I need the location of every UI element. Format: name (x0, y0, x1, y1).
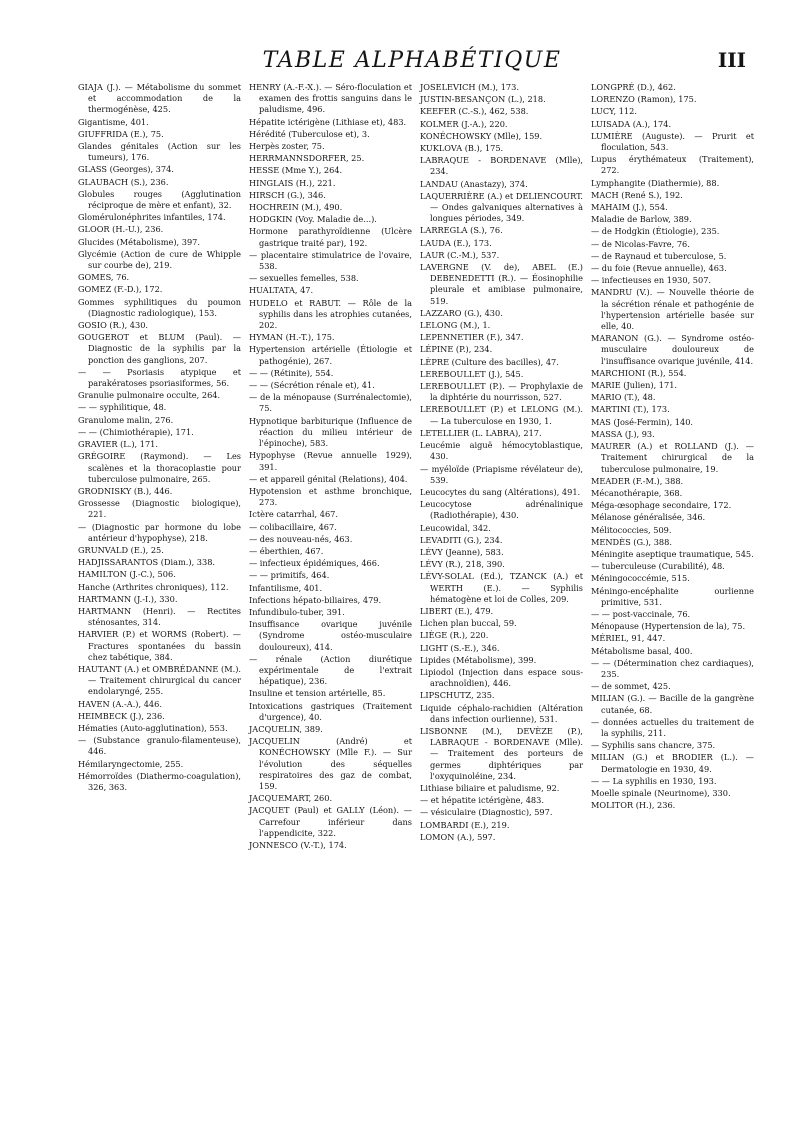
index-entry: — (Diagnostic par hormone du lobe antérieur d'hypophyse), 218. (78, 521, 241, 543)
index-entry: — sexuelles femelles, 538. (249, 273, 359, 284)
index-entry: HAUTANT (A.) et OMBRÉDANNE (M.). — Traitement chirurgical du cancer endolaryngé, 255. (78, 663, 241, 697)
index-entry: Lipiodol (Injection dans espace sous-arachnoïdien), 446. (420, 666, 583, 689)
index-entry: Herpès zoster, 75. (249, 141, 325, 152)
index-entry: Infundibulo-tuber, 391. (249, 606, 345, 617)
index-entry: JACQUEMART, 260. (249, 793, 333, 804)
index-entry: Granulie pulmonaire occulte, 264. (78, 390, 221, 401)
index-entry: — Syphilis sans chancre, 375. (591, 740, 716, 751)
index-columns (78, 82, 754, 852)
index-entry: GRÉGOIRE (Raymond). — Les scalènes et la thoracoplastie pour tuberculose pulmonaire, 265. (78, 451, 241, 484)
index-entry: — colibacillaire, 467. (249, 521, 337, 532)
index-entry: Grossesse (Diagnostic biologique), 221. (78, 498, 241, 520)
index-entry: KUKLOVA (B.), 175. (420, 143, 504, 154)
index-entry: LEREBOULLET (J.), 545. (420, 368, 524, 379)
index-column-1 (78, 82, 241, 852)
index-entry: HERRMANNSDORFER, 25. (249, 153, 365, 164)
index-entry: Méningococcémie, 515. (591, 573, 690, 584)
index-entry: LETELLIER (L. LABRA), 217. (420, 427, 542, 438)
index-entry: LÉPINE (P.), 234. (420, 344, 493, 355)
index-entry: LÉVY (Jeanne), 583. (420, 546, 504, 557)
index-entry: — — (Chimiothérapie), 171. (78, 426, 194, 437)
index-entry: — de Hodgkin (Étiologie), 235. (591, 226, 720, 237)
index-entry: LEREBOULLET (P.) et LELONG (M.). — La tuberculose en 1930, 1. (420, 404, 583, 426)
index-entry: — — Psoriasis atypique et parakératoses psoriasiformes, 56. (78, 366, 241, 389)
index-entry: KEEFER (C.-S.), 462, 538. (420, 106, 529, 117)
index-entry: JACQUELIN, 389. (249, 723, 323, 734)
index-entry: LEVADITI (G.), 234. (420, 534, 503, 545)
index-entry: HADJISSARANTOS (Diam.), 338. (78, 557, 216, 568)
index-entry: Hormone parathyroïdienne (Ulcère gastrique traité par), 192. (249, 226, 412, 248)
index-entry: HAVEN (A.-A.), 446. (78, 698, 162, 709)
index-entry: — rénale (Action diurétique expérimentale de l'extrait hépatique), 236. (249, 653, 412, 687)
index-entry: — tuberculeuse (Curabilité), 48. (591, 561, 725, 572)
index-entry: Infantilisme, 401. (249, 582, 323, 593)
index-entry: — — post-vaccinale, 76. (591, 608, 691, 619)
index-entry: HAMILTON (J.-C.), 506. (78, 569, 176, 580)
index-entry: — — syphilitique, 48. (78, 402, 167, 413)
index-entry: Infections hépato-biliaires, 479. (249, 594, 382, 605)
index-entry: LARREGLA (S.), 76. (420, 225, 503, 236)
index-entry: — données actuelles du traitement de la syphilis, 211. (591, 716, 754, 738)
index-entry: Métabolisme basal, 400. (591, 645, 693, 656)
index-entry: MILIAN (G.) et BRODIER (L.). — Dermatologie en 1930, 49. (591, 752, 754, 774)
index-entry: Ictère catarrhal, 467. (249, 509, 338, 520)
index-entry: HOCHREIN (M.), 490. (249, 202, 343, 213)
index-entry: Hypophyse (Revue annuelle 1929), 391. (249, 450, 412, 472)
index-entry: — placentaire stimulatrice de l'ovaire, 538. (249, 249, 412, 272)
index-entry: MARIO (T.), 48. (591, 392, 656, 403)
index-entry: Hépatite ictérigène (Lithiase et), 483. (249, 116, 407, 127)
index-entry: JONNESCO (V.-T.), 174. (249, 840, 347, 850)
index-entry: MANDRU (V.). — Nouvelle théorie de la sécrétion rénale et pathogénie de l'hypertension artérielle basée sur elle, 40. (591, 287, 754, 332)
index-entry: Hypnotique barbiturique (Influence de réaction du milieu intérieur de l'épinoche), 583. (249, 415, 412, 449)
index-entry: GRUNVALD (E.), 25. (78, 544, 164, 555)
index-entry: KOLMER (J.-A.), 220. (420, 118, 508, 129)
index-entry: LÉVY-SOLAL (Ed.), TZANCK (A.) et WERTH (E.). — Syphilis hématogène et loi de Colles, 209. (420, 571, 583, 604)
index-entry: — (Substance granulo-filamenteuse), 446. (78, 735, 241, 757)
index-entry: MACH (René S.), 192. (591, 189, 683, 200)
index-entry: Hérédité (Tuberculose et), 3. (249, 128, 370, 139)
index-entry: MARTINI (T.), 173. (591, 404, 670, 415)
index-entry: MAHAIM (J.), 554. (591, 202, 668, 213)
index-entry: Maladie de Barlow, 389. (591, 214, 692, 225)
index-entry: LANDAU (Anastazy), 374. (420, 178, 528, 189)
index-entry: — — primitifs, 464. (249, 570, 330, 581)
index-entry: Lithiase biliaire et paludisme, 92. (420, 782, 560, 793)
index-entry: Hypertension artérielle (Étiologie et pathogénie), 267. (249, 344, 412, 366)
page-header (78, 48, 746, 76)
index-entry: Mélitococcies, 509. (591, 524, 672, 535)
index-entry: MILIAN (G.). — Bacille de la gangrène cutanée, 68. (591, 693, 754, 715)
index-entry: — du foie (Revue annuelle), 463. (591, 263, 727, 274)
index-entry: LÉVY (R.), 218, 390. (420, 559, 505, 570)
index-entry: — de la ménopause (Surrénalectomie), 75. (249, 392, 412, 414)
index-entry: HARTMANN (J.-I.), 330. (78, 593, 178, 604)
index-entry: LOMBARDI (E.), 219. (420, 819, 510, 830)
index-entry: Globules rouges (Agglutination réciproque de mère et enfant), 32. (78, 188, 241, 211)
index-entry: HINGLAIS (H.), 221. (249, 177, 336, 188)
index-entry: Intoxications gastriques (Traitement d'urgence), 40. (249, 700, 412, 722)
index-entry: HODGKIN (Voy. Maladie de...). (249, 214, 377, 225)
index-entry: MAS (José-Fermin), 140. (591, 416, 694, 427)
index-entry: Méningo-encéphalite ourlienne primitive, 531. (591, 585, 754, 607)
index-entry: HARTMANN (Henri). — Rectites sténosantes, 314. (78, 605, 241, 628)
index-column-2 (249, 82, 412, 852)
index-entry: Mélanose généralisée, 346. (591, 512, 706, 523)
index-entry: GLAUBACH (S.), 236. (78, 176, 169, 187)
index-entry: Hanche (Arthrites chroniques), 112. (78, 581, 229, 592)
index-entry: LEREBOULLET (P.). — Prophylaxie de la diphtérie du nourrisson, 527. (420, 381, 583, 403)
index-entry: LIGHT (S.-E.), 346. (420, 642, 500, 653)
index-entry: MARANON (G.). — Syndrome ostéo-musculaire douloureux de l'insuffisance ovarique juvénile, 414. (591, 333, 754, 366)
index-entry: JOSELEVICH (M.), 173. (420, 82, 519, 92)
index-entry: LABRAQUE - BORDENAVE (Mlle), 234. (420, 155, 583, 177)
index-entry: MARIE (Julien), 171. (591, 380, 678, 391)
index-entry: JACQUELIN (André) et KONÉCHOWSKY (Mlle F.). — Sur l'évolution des séquelles respiratoires des gaz de combat, 159. (249, 736, 412, 791)
index-entry: LAZZARO (G.), 430. (420, 307, 503, 318)
page-title: TABLE ALPHABÉTIQUE (262, 48, 562, 73)
index-entry: Hématies (Auto-agglutination), 553. (78, 722, 228, 733)
index-entry: MASSA (J.), 93. (591, 428, 655, 439)
index-entry: MOLITOR (H.), 236. (591, 800, 676, 811)
index-entry: — — (Sécrétion rénale et), 41. (249, 380, 375, 391)
index-entry: LAUR (C.-M.), 537. (420, 249, 500, 260)
index-entry: HUALTATA, 47. (249, 285, 314, 296)
index-entry: Lipides (Métabolisme), 399. (420, 654, 537, 665)
index-entry: Glandes génitales (Action sur les tumeurs), 176. (78, 141, 241, 163)
index-entry: — — (Rétinite), 554. (249, 367, 334, 378)
index-entry: — de Nicolas-Favre, 76. (591, 238, 690, 249)
index-entry: Leucowidal, 342. (420, 522, 491, 533)
index-entry: — éberthien, 467. (249, 545, 324, 556)
index-entry: LUCY, 112. (591, 106, 637, 117)
index-entry: HENRY (A.-F.-X.). — Séro-floculation et examen des frottis sanguins dans le paludisme, 496. (249, 82, 412, 115)
index-entry: Méga-œsophage secondaire, 172. (591, 500, 732, 511)
index-entry: GOSIO (R.), 430. (78, 320, 149, 331)
index-entry: — vésiculaire (Diagnostic), 597. (420, 807, 553, 818)
index-entry: HIRSCH (G.), 346. (249, 189, 326, 200)
page-number: III (717, 48, 746, 72)
index-entry: Lymphangite (Diathermie), 88. (591, 177, 720, 188)
index-entry: LOMON (A.), 597. (420, 831, 496, 842)
index-entry: Glomérulonéphrites infantiles, 174. (78, 212, 226, 223)
index-entry: — de sommet, 425. (591, 681, 671, 692)
index-entry: HESSE (Mme Y.), 264. (249, 165, 343, 176)
index-entry: Insuffisance ovarique juvénile (Syndrome ostéo-musculaire douloureux), 414. (249, 619, 412, 652)
index-entry: Gommes syphilitiques du poumon (Diagnostic radiologique), 153. (78, 296, 241, 318)
index-entry: Lupus érythémateux (Traitement), 272. (591, 154, 754, 176)
index-entry: Hémorroïdes (Diathermo-coagulation), 326, 363. (78, 770, 241, 792)
index-entry: LÈPRE (Culture des bacilles), 47. (420, 356, 559, 367)
index-entry: GIUFFRIDA (E.), 75. (78, 128, 164, 139)
index-column-4 (591, 82, 754, 852)
index-entry: Lichen plan buccal, 59. (420, 618, 517, 629)
index-entry: LIBERT (E.), 479. (420, 605, 494, 616)
index-entry: Moelle spinale (Neurinome), 330. (591, 787, 731, 798)
index-entry: GOMEZ (F.-D.), 172. (78, 284, 163, 295)
index-entry: Leucocytes du sang (Altérations), 491. (420, 486, 581, 497)
index-entry: LIÈGE (R.), 220. (420, 630, 489, 641)
index-entry: MENDÈS (G.), 388. (591, 536, 672, 547)
index-entry: LUMIÈRE (Auguste). — Prurit et floculation, 543. (591, 130, 754, 153)
index-entry: Hypotension et asthme bronchique, 273. (249, 485, 412, 508)
index-entry: LUISADA (A.), 174. (591, 118, 672, 129)
index-entry: — infectieuses en 1930, 507. (591, 275, 712, 286)
index-entry: LONGPRÉ (D.), 462. (591, 82, 676, 92)
index-entry: MÉRIEL, 91, 447. (591, 633, 666, 644)
index-entry: Leucocytose adrénalinique (Radiothérapie), 430. (420, 499, 583, 521)
index-entry: JACQUET (Paul) et GALLY (Léon). — Carrefour inférieur dans l'appendicite, 322. (249, 805, 412, 838)
index-entry: MARCHIONI (R.), 554. (591, 367, 687, 378)
index-entry: — et appareil génital (Relations), 404. (249, 473, 408, 484)
index-entry: MEADER (F.-M.), 388. (591, 475, 684, 486)
index-entry: — et hépatite ictérigène, 483. (420, 795, 544, 806)
index-entry: Leucémie aiguë hémocytoblastique, 430. (420, 440, 583, 462)
index-entry: GOUGEROT et BLUM (Paul). — Diagnostic de la syphilis par la ponction des ganglions, 207. (78, 332, 241, 365)
index-entry: — myéloïde (Priapisme révélateur de), 539. (420, 463, 583, 485)
index-entry: LEPENNETIER (F.), 347. (420, 332, 524, 343)
index-entry: GRODNISKY (B.), 446. (78, 485, 173, 496)
index-entry: Ménopause (Hypertension de la), 75. (591, 621, 746, 632)
index-entry: Méningite aseptique traumatique, 545. (591, 548, 754, 559)
index-entry: GIAJA (J.). — Métabolisme du sommet et accommodation de la thermogénèse, 425. (78, 82, 241, 115)
index-entry: — infectieux épidémiques, 466. (249, 558, 380, 569)
index-entry: HEIMBECK (J.), 236. (78, 710, 165, 721)
index-entry: Granulome malin, 276. (78, 414, 174, 425)
index-entry: LELONG (M.), 1. (420, 320, 491, 331)
index-entry: LIPSCHUTZ, 235. (420, 690, 495, 701)
index-entry: — — (Détermination chez cardiaques), 235. (591, 657, 754, 679)
index-entry: — des nouveau-nés, 463. (249, 533, 353, 544)
index-entry: GLASS (Georges), 374. (78, 164, 174, 175)
index-entry: LAVERGNE (V. de), ABEL (E.) DEBENEDETTI (R.). — Éosinophilie pleurale et amibiase pulmonaire, 519. (420, 262, 583, 306)
index-entry: KONÉCHOWSKY (Mlle), 159. (420, 130, 543, 141)
index-entry: MAURER (A.) et ROLLAND (J.). — Traitement chirurgical de la tuberculose pulmonaire, 19. (591, 441, 754, 474)
index-entry: GLOOR (H.-U.), 236. (78, 224, 164, 235)
index-entry: Glucides (Métabolisme), 397. (78, 236, 200, 247)
index-entry: — — La syphilis en 1930, 193. (591, 775, 717, 786)
index-entry: Insuline et tension artérielle, 85. (249, 688, 386, 699)
index-entry: — de Raynaud et tuberculose, 5. (591, 250, 727, 261)
index-entry: Liquide céphalo-rachidien (Altération dans infection ourlienne), 531. (420, 702, 583, 724)
index-entry: Glycémie (Action de cure de Whipple sur courbe de), 219. (78, 248, 241, 271)
index-column-3 (420, 82, 583, 852)
index-entry: HARVIER (P.) et WORMS (Robert). — Fractures spontanées du bassin chez tabétique, 384. (78, 629, 241, 662)
index-entry: HUDELO et RABUT. — Rôle de la syphilis dans les atrophies cutanées, 202. (249, 297, 412, 331)
index-entry: GRAVIER (L.), 171. (78, 439, 158, 450)
index-entry: LORENZO (Ramon), 175. (591, 94, 697, 105)
index-entry: Gigantisme, 401. (78, 116, 149, 127)
index-entry: JUSTIN-BESANÇON (L.), 218. (420, 94, 546, 105)
index-entry: Mécanothérapie, 368. (591, 487, 683, 498)
index-entry: LISBONNE (M.), DEVÈZE (P.), LABRAQUE - BORDENAVE (Mlle). — Traitement des porteurs de germes diphtériques par l'oxyquinoléine, 234. (420, 725, 583, 781)
index-entry: LAQUERRIÈRE (A.) et DELIENCOURT. — Ondes galvaniques alternatives à longues périodes, 349. (420, 190, 583, 224)
index-entry: Hémilaryngectomie, 255. (78, 758, 184, 769)
index-entry: LAUDA (E.), 173. (420, 237, 492, 248)
index-entry: HYMAN (H.-T.), 175. (249, 332, 335, 343)
index-entry: GOMES, 76. (78, 272, 130, 283)
